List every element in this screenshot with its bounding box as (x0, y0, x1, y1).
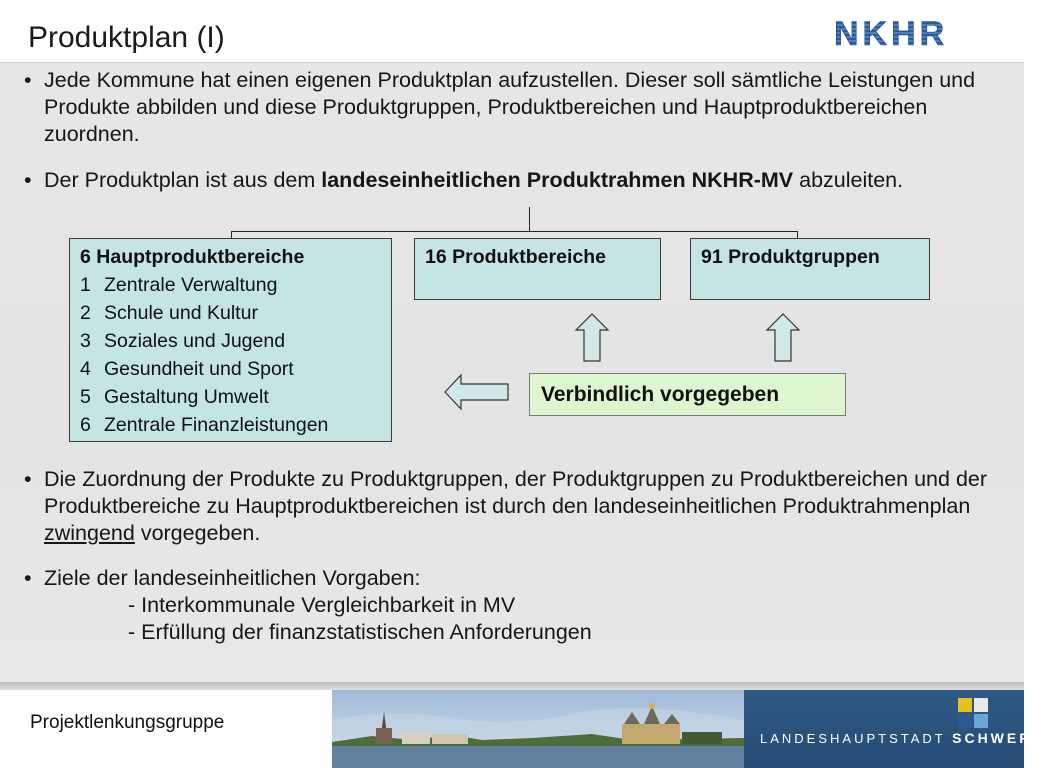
produktbereiche-box (414, 238, 661, 300)
list-item (80, 411, 381, 439)
schwerin-skyline-photo (332, 690, 744, 768)
bullet-2-prefix: Der Produktplan ist aus dem (44, 168, 322, 192)
bullet-3-prefix: Die Zuordnung der Produkte zu Produktgruppen, der Produktgruppen zu Produktbereichen und der Produktbereiche zu Hauptproduktbereichen ist durch den landeseinheitlichen Produktrahmenplan (44, 467, 988, 518)
bullet-3-suffix: vorgegeben. (134, 521, 261, 545)
list-item (80, 299, 381, 327)
item-label: Zentrale Finanzleistungen (104, 414, 329, 436)
hauptproduktbereiche-box (69, 238, 392, 442)
list-item (80, 355, 381, 383)
produktgruppen-title: 91 Produktgruppen (701, 246, 880, 268)
list-item (80, 271, 381, 299)
slide-title: Produktplan (I) (28, 21, 225, 54)
brand-text (760, 730, 1052, 746)
item-label: Gestaltung Umwelt (104, 386, 269, 408)
bullet-4-intro: Ziele der landeseinheitlichen Vorgaben: (44, 566, 421, 590)
bullet-4 (24, 565, 984, 646)
bullet-3 (24, 466, 999, 547)
hauptproduktbereiche-list (80, 271, 381, 439)
bullet-2-bold: landeseinheitlichen Produktrahmen NKHR-MV (321, 168, 794, 192)
bullet-3-text (24, 466, 999, 547)
item-number: 1 (80, 274, 91, 296)
bullet-2 (24, 167, 984, 194)
produktgruppen-box (690, 238, 930, 300)
item-number: 3 (80, 330, 91, 352)
bullet-1-text: Jede Kommune hat einen eigenen Produktplan aufzustellen. Dieser soll sämtliche Leistungen und Produkte abbilden und diese Produktgruppen, Produktbereichen und Hauptproduktbereichen zuordnen. (44, 68, 976, 146)
item-number: 5 (80, 386, 91, 408)
slide-header (0, 0, 1024, 62)
bullet-dot: • (24, 467, 32, 491)
logo-text: NKHR (834, 15, 949, 53)
item-label: Gesundheit und Sport (104, 358, 294, 380)
up-arrow-icon (766, 313, 800, 362)
item-number: 4 (80, 358, 91, 380)
item-label: Soziales und Jugend (104, 330, 286, 352)
bullet-4-item-1: - Interkommunale Vergleichbarkeit in MV (128, 593, 516, 617)
footer-label: Projektlenkungsgruppe (30, 712, 225, 733)
item-number: 2 (80, 302, 91, 324)
bullet-3-underlined: zwingend (44, 521, 135, 545)
produktbereiche-title: 16 Produktbereiche (425, 246, 606, 268)
brand-prefix: LANDESHAUPTSTADT (760, 731, 946, 746)
hauptproduktbereiche-title: 6 Hauptproduktbereiche (80, 246, 305, 268)
left-arrow-icon (444, 374, 509, 410)
up-arrow-icon (575, 313, 609, 362)
bullet-1 (24, 67, 984, 148)
mandatory-box: Verbindlich vorgegeben (529, 373, 846, 416)
bullet-4-item-2: - Erfüllung der finanzstatistischen Anforderungen (128, 620, 592, 644)
bullet-dot: • (24, 566, 32, 590)
schwerin-crest-icon (946, 696, 1006, 734)
connector-vertical-top (529, 207, 530, 232)
brand-city: SCHWERIN (952, 730, 1052, 746)
item-label: Zentrale Verwaltung (104, 274, 278, 296)
list-item (80, 383, 381, 411)
footer (0, 690, 1052, 768)
connector-horizontal (231, 231, 798, 232)
item-number: 6 (80, 414, 91, 436)
list-item (80, 327, 381, 355)
nkhr-logo (832, 15, 990, 53)
bullet-dot: • (24, 68, 32, 92)
bullet-dot: • (24, 168, 32, 192)
bullet-2-text (24, 167, 984, 194)
item-label: Schule und Kultur (104, 302, 258, 324)
bullet-2-suffix: abzuleiten. (793, 168, 904, 192)
